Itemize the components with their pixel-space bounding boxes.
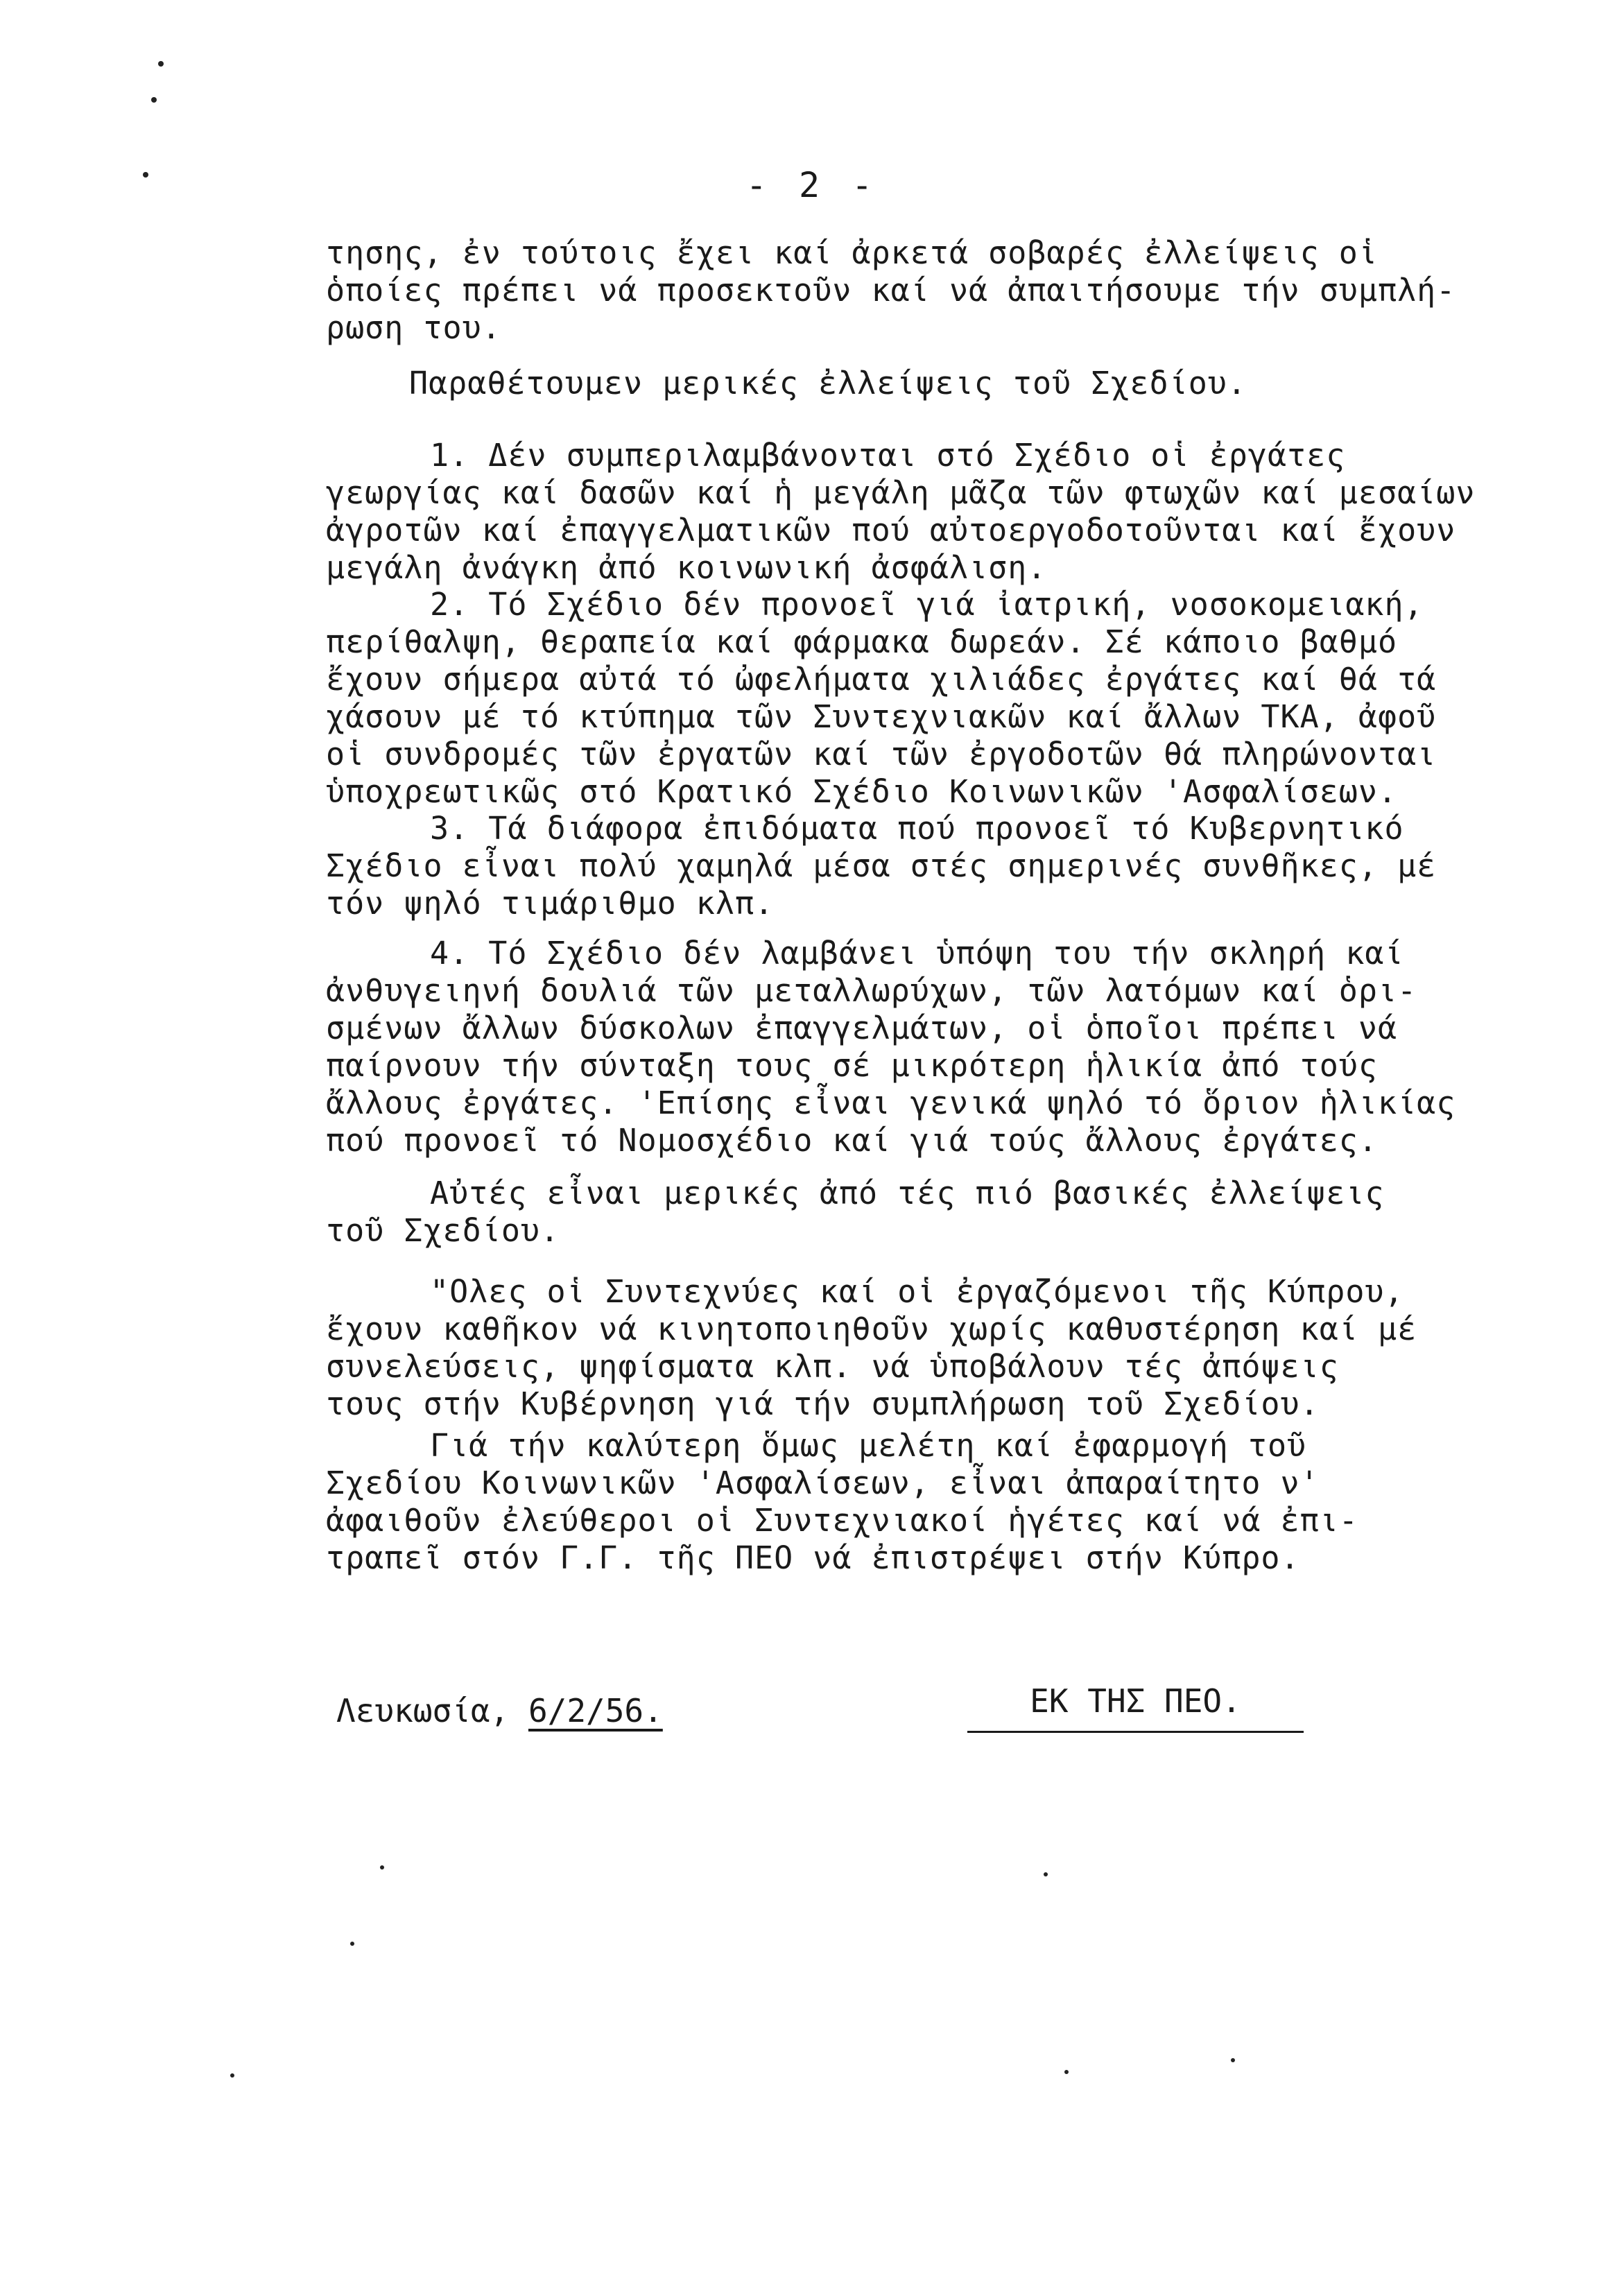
paragraph-item-3	[326, 810, 1560, 922]
text-line: παίρνουν τήν σύνταξη τους σέ μικρότερη ἡλικία ἀπό τούς	[326, 1047, 1378, 1084]
text-line: ἀνθυγειηνή δουλιά τῶν μεταλλωρύχων, τῶν λατόμων καί ὁρι-	[326, 972, 1417, 1009]
text-line: Σχεδίου Κοινωνικῶν 'Ασφαλίσεων, εἶναι ἀπαραίτητο ν'	[326, 1465, 1320, 1501]
text-line: τοῦ Σχεδίου.	[326, 1212, 560, 1249]
text-line: οἱ συνδρομές τῶν ἐργατῶν καί τῶν ἐργοδοτῶν θά πληρώνονται	[326, 736, 1437, 772]
text-line: τησης, ἐν τούτοις ἔχει καί ἀρκετά σοβαρές ἐλλείψεις οἱ	[326, 234, 1378, 271]
text-line: τους στήν Κυβέρνηση γιά τήν συμπλήρωση τοῦ Σχεδίου.	[326, 1385, 1320, 1422]
scan-speck	[350, 1942, 354, 1946]
paragraph-item-1	[326, 437, 1560, 587]
text-line: τραπεῖ στόν Γ.Γ. τῆς ΠΕΟ νά ἐπιστρέψει στήν Κύπρο.	[326, 1539, 1300, 1576]
paragraph-item-4	[326, 935, 1560, 1159]
scan-speck	[1064, 2070, 1069, 2074]
text-line: Αὐτές εἶναι μερικές ἀπό τές πιό βασικές ἐλλείψεις	[430, 1175, 1385, 1211]
paragraph-closing	[326, 1427, 1560, 1577]
text-line: Σχέδιο εἶναι πολύ χαμηλά μέσα στές σημερινές συνθῆκες, μέ	[326, 847, 1437, 884]
text-line: ἀγροτῶν καί ἐπαγγελματικῶν πού αὐτοεργοδοτοῦνται καί ἔχουν	[326, 512, 1456, 549]
text-line: πού προνοεῖ τό Νομοσχέδιο καί γιά τούς ἄλλους ἐργάτες.	[326, 1122, 1378, 1159]
text-line: ὑποχρεωτικῶς στό Κρατικό Σχέδιο Κοινωνικῶν 'Ασφαλίσεων.	[326, 773, 1398, 810]
scan-speck	[1231, 2058, 1235, 2062]
text-line: 1. Δέν συμπεριλαμβάνονται στό Σχέδιο οἱ ἐργάτες	[430, 437, 1346, 474]
text-line: περίθαλψη, θεραπεία καί φάρμακα δωρεάν. Σέ κάποιο βαθμό	[326, 623, 1398, 660]
text-line: ἀφαιθοῦν ἐλεύθεροι οἱ Συντεχνιακοί ἡγέτες καί νά ἐπι-	[326, 1502, 1358, 1539]
scan-speck	[143, 172, 148, 178]
scan-speck	[151, 97, 157, 103]
scan-speck	[158, 61, 164, 67]
text-line: μεγάλη ἀνάγκη ἀπό κοινωνική ἀσφάλιση.	[326, 549, 1047, 586]
page-number: - 2 -	[745, 165, 879, 205]
text-line: 4. Τό Σχέδιο δέν λαμβάνει ὑπόψη του τήν σκληρή καί	[430, 935, 1404, 972]
text-line: ἔχουν καθῆκον νά κινητοποιηθοῦν χωρίς καθυστέρηση καί μέ	[326, 1311, 1417, 1347]
text-line: 3. Τά διάφορα ἐπιδόματα πού προνοεῖ τό Κυβερνητικό	[430, 810, 1404, 847]
text-line: "Ολες οἱ Συντεχνύες καί οἱ ἐργαζόμενοι τῆς Κύπρου,	[430, 1273, 1404, 1310]
text-line: Γιά τήν καλύτερη ὅμως μελέτη καί ἐφαρμογή τοῦ	[430, 1427, 1307, 1464]
paragraph-intro	[326, 234, 1560, 347]
paragraph-item-2	[326, 586, 1560, 811]
footer-date: 6/2/56.	[528, 1692, 663, 1729]
text-line: ἄλλους ἐργάτες. 'Επίσης εἶναι γενικά ψηλό τό ὅριον ἡλικίας	[326, 1085, 1456, 1121]
text-line: ἔχουν σήμερα αὐτά τό ὠφελήματα χιλιάδες ἐργάτες καί θά τά	[326, 661, 1437, 698]
paragraph-summary	[326, 1175, 1560, 1250]
footer-place: Λευκωσία,	[336, 1692, 510, 1729]
text-line: ὁποίες πρέπει νά προσεκτοῦν καί νά ἀπαιτήσουμε τήν συμπλή-	[326, 272, 1456, 309]
text-line: 2. Τό Σχέδιο δέν προνοεῖ γιά ἰατρική, νοσοκομειακή,	[430, 586, 1424, 623]
paragraph-list-intro	[326, 365, 1560, 402]
scan-speck	[1044, 1872, 1048, 1876]
scan-speck	[380, 1865, 384, 1870]
paragraph-call-to-action	[326, 1273, 1560, 1423]
scan-speck	[230, 2073, 234, 2078]
footer-signature: ΕΚ ΤΗΣ ΠΕΟ.	[967, 1682, 1304, 1733]
footer-place-date	[336, 1692, 663, 1729]
text-line: χάσουν μέ τό κτύπημα τῶν Συντεχνιακῶν καί ἄλλων ΤΚΑ, ἀφοῦ	[326, 698, 1437, 735]
text-line: γεωργίας καί δασῶν καί ἡ μεγάλη μᾶζα τῶν φτωχῶν καί μεσαίων	[326, 474, 1476, 511]
text-line: Παραθέτουμεν μερικές ἐλλείψεις τοῦ Σχεδίου.	[409, 365, 1247, 401]
text-line: τόν ψηλό τιμάριθμο κλπ.	[326, 885, 775, 922]
text-line: ρωση του.	[326, 309, 501, 346]
text-line: σμένων ἄλλων δύσκολων ἐπαγγελμάτων, οἱ ὁποῖοι πρέπει νά	[326, 1010, 1398, 1046]
text-line: συνελεύσεις, ψηφίσματα κλπ. νά ὑποβάλουν τές ἀπόψεις	[326, 1348, 1339, 1385]
